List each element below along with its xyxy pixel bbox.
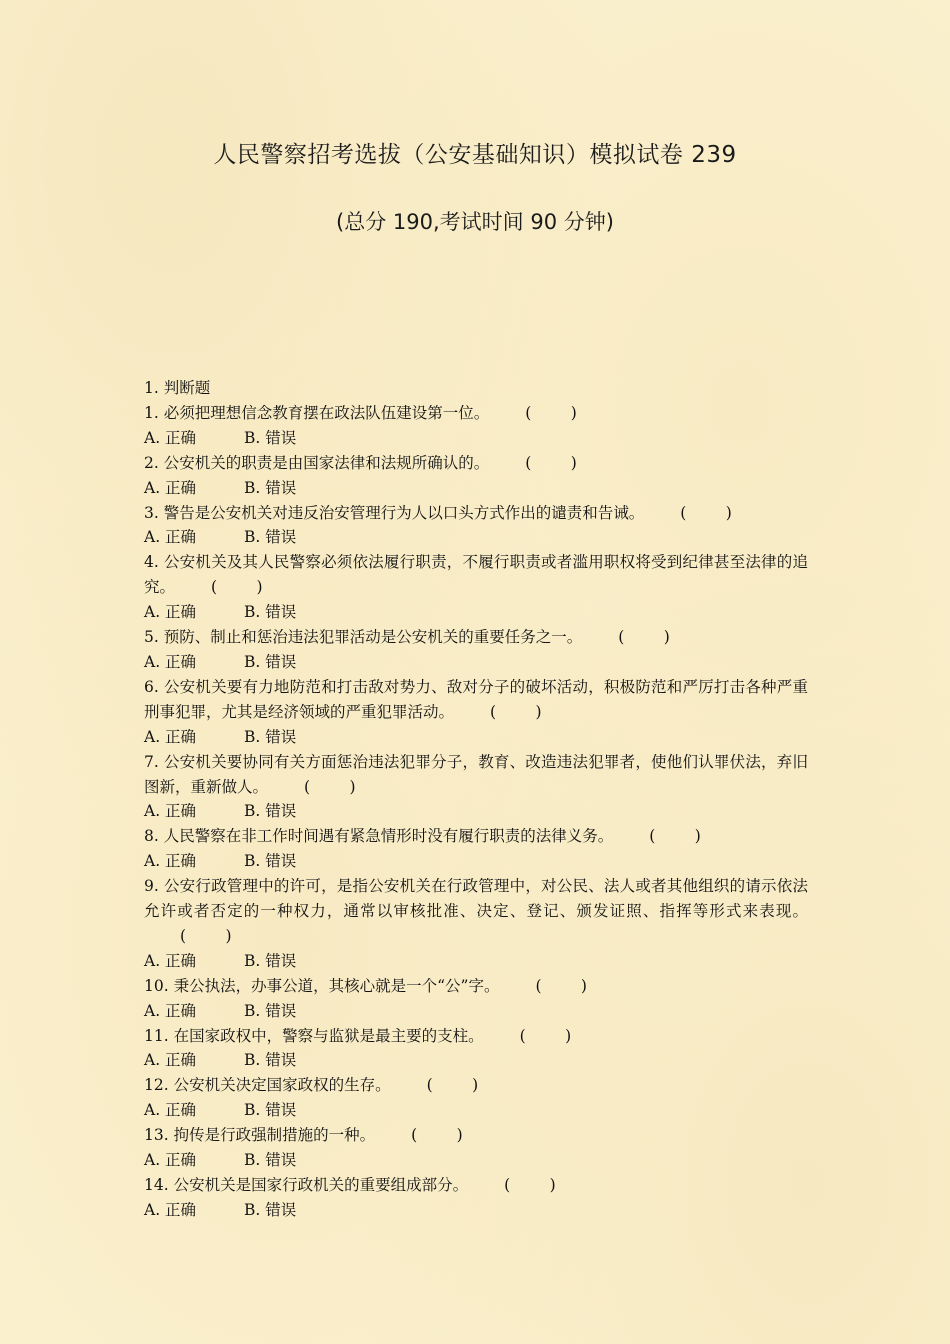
question-10: [144, 974, 808, 1024]
question-3: [144, 501, 808, 551]
option-a: A. 正确: [144, 652, 197, 671]
answer-blank: ( ): [504, 1176, 556, 1194]
question-2: [144, 451, 808, 501]
question-14: [144, 1173, 808, 1223]
option-b: B. 错误: [244, 802, 297, 821]
option-b: B. 错误: [244, 478, 297, 497]
option-b: B. 错误: [244, 1051, 297, 1070]
question-text: 11. 在国家政权中，警察与监狱是最主要的支柱。 ( ): [144, 1024, 808, 1049]
answer-options: [144, 650, 808, 675]
option-a: A. 正确: [144, 478, 197, 497]
option-b: B. 错误: [244, 852, 297, 871]
answer-options: [144, 1048, 808, 1073]
answer-blank: ( ): [649, 827, 701, 846]
question-text: 3. 警告是公安机关对违反治安管理行为人以口头方式作出的谴责和告诫。 ( ): [144, 501, 808, 526]
option-b: B. 错误: [244, 652, 297, 671]
question-13: [144, 1123, 808, 1173]
question-11: [144, 1024, 808, 1074]
option-b: B. 错误: [244, 1200, 297, 1219]
option-a: A. 正确: [144, 951, 197, 970]
option-a: A. 正确: [144, 1200, 197, 1219]
answer-blank: ( ): [180, 926, 232, 945]
answer-blank: ( ): [411, 1126, 463, 1145]
exam-subtitle: (总分 190,考试时间 90 分钟): [336, 210, 614, 234]
option-b: B. 错误: [244, 1001, 297, 1020]
question-text: 5. 预防、制止和惩治违法犯罪活动是公安机关的重要任务之一。 ( ): [144, 625, 808, 650]
option-b: B. 错误: [244, 603, 297, 622]
answer-options: [144, 949, 808, 974]
answer-blank: ( ): [525, 453, 577, 472]
option-a: A. 正确: [144, 428, 197, 447]
answer-options: [144, 600, 808, 625]
question-6: [144, 675, 808, 750]
question-text: 4. 公安机关及其人民警察必须依法履行职责，不履行职责或者滥用职权将受到纪律甚至法律的追究。 ( ): [144, 550, 808, 600]
option-a: A. 正确: [144, 802, 197, 821]
answer-options: [144, 799, 808, 824]
question-text: 1. 必须把理想信念教育摆在政法队伍建设第一位。 ( ): [144, 401, 808, 426]
answer-options: [144, 476, 808, 501]
answer-options: [144, 1148, 808, 1173]
question-text: 12. 公安机关决定国家政权的生存。 ( ): [144, 1073, 808, 1098]
question-text: 13. 拘传是行政强制措施的一种。 ( ): [144, 1123, 808, 1148]
answer-blank: ( ): [519, 1026, 572, 1045]
option-b: B. 错误: [244, 727, 297, 746]
answer-options: [144, 725, 808, 750]
question-12: [144, 1073, 808, 1123]
question-text: 14. 公安机关是国家行政机关的重要组成部分。 ( ): [144, 1173, 808, 1198]
option-a: A. 正确: [144, 727, 197, 746]
question-text: 2. 公安机关的职责是由国家法律和法规所确认的。 ( ): [144, 451, 808, 476]
answer-options: [144, 849, 808, 874]
question-1: [144, 401, 808, 451]
option-b: B. 错误: [244, 951, 297, 970]
question-list: [144, 376, 808, 1223]
option-a: A. 正确: [144, 1001, 197, 1020]
option-b: B. 错误: [244, 1151, 297, 1170]
question-7: [144, 750, 808, 825]
option-a: A. 正确: [144, 852, 197, 871]
option-a: A. 正确: [144, 1101, 197, 1120]
answer-options: [144, 999, 808, 1024]
section-heading: 1. 判断题: [144, 379, 211, 397]
option-b: B. 错误: [244, 1101, 297, 1120]
answer-options: [144, 1098, 808, 1123]
question-text: 10. 秉公执法，办事公道，其核心就是一个“公”字。 ( ): [144, 974, 808, 999]
question-4: [144, 550, 808, 625]
answer-blank: ( ): [535, 976, 587, 995]
answer-options: [144, 525, 808, 550]
answer-blank: ( ): [680, 503, 732, 522]
answer-blank: ( ): [211, 578, 263, 597]
question-5: [144, 625, 808, 675]
question-8: [144, 824, 808, 874]
answer-blank: ( ): [426, 1076, 479, 1095]
question-9: [144, 874, 808, 974]
question-text: 9. 公安行政管理中的许可，是指公安机关在行政管理中，对公民、法人或者其他组织的请示依法允许或者否定的一种权力，通常以审核批准、决定、登记、颁发证照、指挥等形式来表现。( ): [144, 874, 808, 949]
answer-blank: ( ): [490, 702, 542, 721]
question-text: 8. 人民警察在非工作时间遇有紧急情形时没有履行职责的法律义务。 ( ): [144, 824, 808, 849]
answer-blank: ( ): [525, 403, 577, 422]
option-a: A. 正确: [144, 1051, 197, 1070]
answer-options: [144, 426, 808, 451]
option-a: A. 正确: [144, 528, 197, 547]
question-text: 6. 公安机关要有力地防范和打击敌对势力、敌对分子的破坏活动，积极防范和严厉打击各种严重刑事犯罪，尤其是经济领域的严重犯罪活动。 ( ): [144, 675, 808, 725]
exam-title: 人民警察招考选拔（公安基础知识）模拟试卷 239: [213, 142, 737, 168]
option-a: A. 正确: [144, 1151, 197, 1170]
answer-options: [144, 1198, 808, 1223]
question-text: 7. 公安机关要协同有关方面惩治违法犯罪分子，教育、改造违法犯罪者，使他们认罪伏法，弃旧图新，重新做人。 ( ): [144, 750, 808, 800]
option-a: A. 正确: [144, 603, 197, 622]
option-b: B. 错误: [244, 528, 297, 547]
answer-blank: ( ): [304, 777, 356, 796]
option-b: B. 错误: [244, 428, 297, 447]
answer-blank: ( ): [618, 628, 670, 647]
